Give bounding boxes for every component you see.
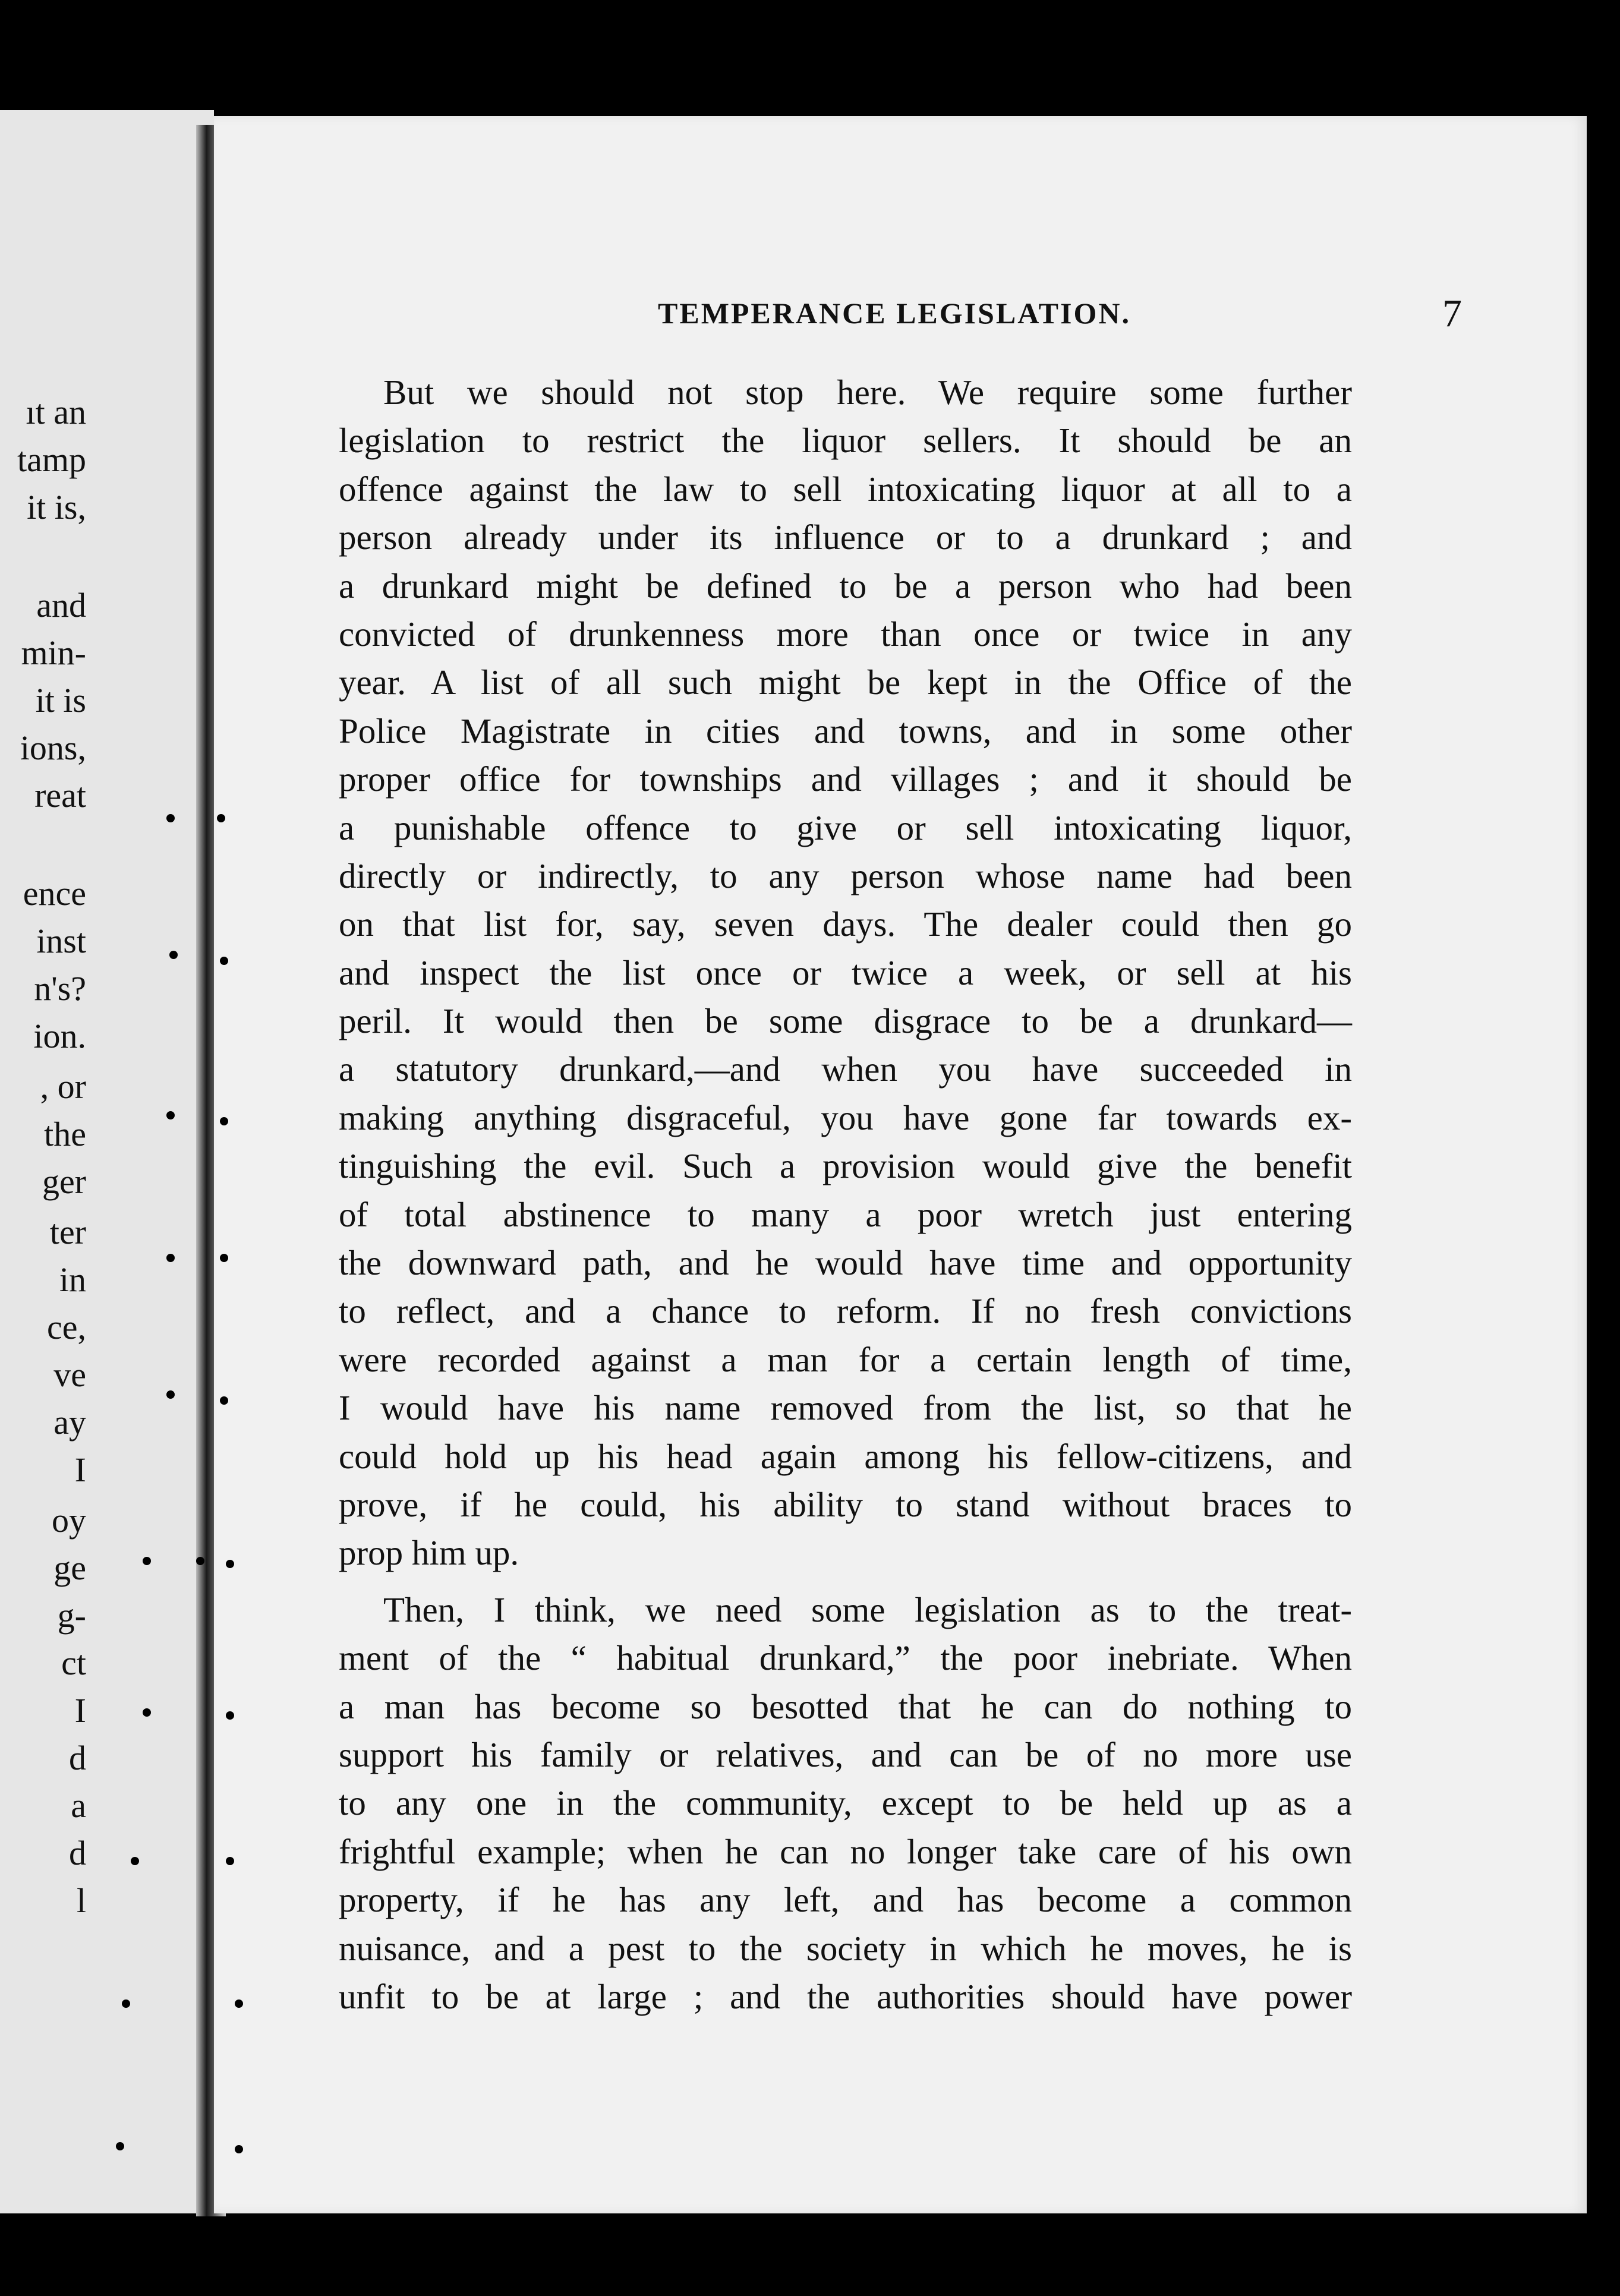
left-page-text-fragment: d bbox=[69, 1834, 86, 1872]
scan-speck bbox=[166, 814, 175, 822]
text-line: to reflect, and a chance to reform. If no fresh convictions bbox=[339, 1291, 1352, 1331]
left-page-text-fragment: a bbox=[71, 1786, 86, 1825]
scan-speck bbox=[226, 1857, 234, 1865]
text-line: proper office for townships and villages ; and it should be bbox=[339, 759, 1352, 799]
left-page-text-fragment: min- bbox=[21, 633, 86, 672]
left-page-text-fragment: tamp bbox=[17, 440, 86, 479]
left-page-text-fragment: I bbox=[74, 1691, 86, 1730]
text-line: prove, if he could, his ability to stand without braces to bbox=[339, 1484, 1352, 1524]
text-line: were recorded against a man for a certain length of time, bbox=[339, 1339, 1352, 1379]
left-page-text-fragment: ct bbox=[61, 1644, 86, 1682]
scan-speck bbox=[220, 1117, 228, 1125]
text-line: the downward path, and he would have time and opportunity bbox=[339, 1243, 1352, 1283]
scan-speck bbox=[196, 1557, 204, 1565]
left-page-text-fragment: ion. bbox=[33, 1017, 86, 1055]
left-page-text-fragment: and bbox=[36, 586, 86, 625]
text-line: directly or indirectly, to any person whose name had been bbox=[339, 856, 1352, 895]
scan-speck bbox=[235, 1999, 243, 2008]
text-line: a man has become so besotted that he can do nothing to bbox=[339, 1686, 1352, 1726]
text-line: on that list for, say, seven days. The dealer could then go bbox=[339, 904, 1352, 944]
paragraph bbox=[339, 368, 1352, 1578]
text-line: nuisance, and a pest to the society in which he moves, he is bbox=[339, 1928, 1352, 1968]
scan-speck bbox=[143, 1708, 151, 1717]
text-line: person already under its influence or to a drunkard ; and bbox=[339, 518, 1352, 557]
scan-speck bbox=[116, 2142, 124, 2150]
paragraph bbox=[339, 1586, 1352, 2021]
text-line: ment of the “ habitual drunkard,” the poor inebriate. When bbox=[339, 1638, 1352, 1678]
left-page-text-fragment: inst bbox=[36, 922, 86, 960]
text-line: a statutory drunkard,—and when you have succeeded in bbox=[339, 1049, 1352, 1089]
text-line: convicted of drunkenness more than once or twice in any bbox=[339, 614, 1352, 654]
scan-speck bbox=[131, 1857, 139, 1865]
left-page-text-fragment: it is bbox=[35, 681, 86, 720]
text-line: legislation to restrict the liquor sellers. It should be an bbox=[339, 421, 1352, 461]
text-line: But we should not stop here. We require some further bbox=[383, 373, 1352, 412]
left-page-text-fragment: in bbox=[59, 1260, 86, 1299]
paragraph-gap bbox=[339, 1578, 1352, 1586]
text-line: support his family or relatives, and can be of no more use bbox=[339, 1734, 1352, 1774]
left-page-text-fragment: ence bbox=[23, 874, 86, 913]
text-line: peril. It would then be some disgrace to be a drunkard— bbox=[339, 1001, 1352, 1041]
left-page-text-fragment: n's? bbox=[34, 969, 86, 1008]
text-line: Then, I think, we need some legislation as to the treat- bbox=[383, 1589, 1352, 1629]
scan-speck bbox=[220, 957, 228, 965]
left-page-text-fragment: ıt an bbox=[26, 393, 86, 431]
text-line: year. A list of all such might be kept in the Office of the bbox=[339, 663, 1352, 702]
scan-speck bbox=[122, 1999, 130, 2008]
left-page-text-fragment: reat bbox=[34, 776, 86, 815]
text-line: and inspect the list once or twice a week, or sell at his bbox=[339, 953, 1352, 992]
left-page-text-fragment: ce, bbox=[47, 1308, 86, 1346]
text-line: I would have his name removed from the list, so that he bbox=[339, 1388, 1352, 1428]
left-page-text-fragment: ter bbox=[49, 1213, 86, 1251]
running-head bbox=[327, 291, 1462, 339]
running-title: TEMPERANCE LEGISLATION. bbox=[658, 297, 1131, 330]
text-line: a punishable offence to give or sell intoxicating liquor, bbox=[339, 808, 1352, 847]
text-line: offence against the law to sell intoxicating liquor at all to a bbox=[339, 469, 1352, 509]
book-page bbox=[214, 116, 1587, 2213]
scan-speck bbox=[226, 1560, 234, 1568]
left-page-text-fragment: ay bbox=[53, 1403, 86, 1442]
scan-speck bbox=[143, 1557, 151, 1565]
left-page-text-fragment: ve bbox=[53, 1355, 86, 1394]
scan-speck bbox=[235, 2145, 243, 2153]
left-page-text-fragment: it is, bbox=[27, 488, 86, 526]
left-page-text-fragment: oy bbox=[52, 1501, 86, 1540]
text-line: unfit to be at large ; and the authorities should have power bbox=[339, 1976, 1352, 2016]
left-page-text-fragment: ge bbox=[53, 1548, 86, 1587]
scan-speck bbox=[217, 814, 225, 822]
text-line: Police Magistrate in cities and towns, and in some other bbox=[339, 711, 1352, 750]
scan-speck bbox=[226, 1711, 234, 1720]
text-line: a drunkard might be defined to be a person who had been bbox=[339, 566, 1352, 605]
text-line: could hold up his head again among his fellow-citizens, and bbox=[339, 1436, 1352, 1476]
scan-speck bbox=[220, 1396, 228, 1405]
left-page-text-fragment: ions, bbox=[20, 728, 86, 767]
body-text bbox=[339, 368, 1352, 2021]
left-page-text-fragment: g- bbox=[57, 1596, 86, 1635]
scan-speck bbox=[166, 1111, 175, 1119]
text-line: making anything disgraceful, you have gone far towards ex- bbox=[339, 1097, 1352, 1137]
left-page-text-fragment: d bbox=[69, 1739, 86, 1777]
text-line: prop him up. bbox=[339, 1533, 519, 1573]
text-line: tinguishing the evil. Such a provision would give the benefit bbox=[339, 1146, 1352, 1186]
page-number: 7 bbox=[1442, 292, 1462, 335]
left-page-text-fragment: l bbox=[76, 1881, 86, 1920]
text-line: property, if he has any left, and has become a common bbox=[339, 1880, 1352, 1920]
left-page-text-fragment: I bbox=[74, 1450, 86, 1489]
scan-speck bbox=[169, 951, 178, 959]
text-line: of total abstinence to many a poor wretch just entering bbox=[339, 1194, 1352, 1234]
left-page-text-fragment: ger bbox=[42, 1162, 86, 1201]
scan-speck bbox=[166, 1254, 175, 1262]
text-line: to any one in the community, except to be held up as a bbox=[339, 1783, 1352, 1823]
previous-page-fragment bbox=[0, 110, 214, 2213]
left-page-text-fragment: , or bbox=[40, 1067, 86, 1106]
scan-speck bbox=[220, 1254, 228, 1262]
scan-speck bbox=[166, 1390, 175, 1399]
left-page-text-fragment: the bbox=[44, 1115, 86, 1153]
text-line: frightful example; when he can no longer take care of his own bbox=[339, 1831, 1352, 1871]
